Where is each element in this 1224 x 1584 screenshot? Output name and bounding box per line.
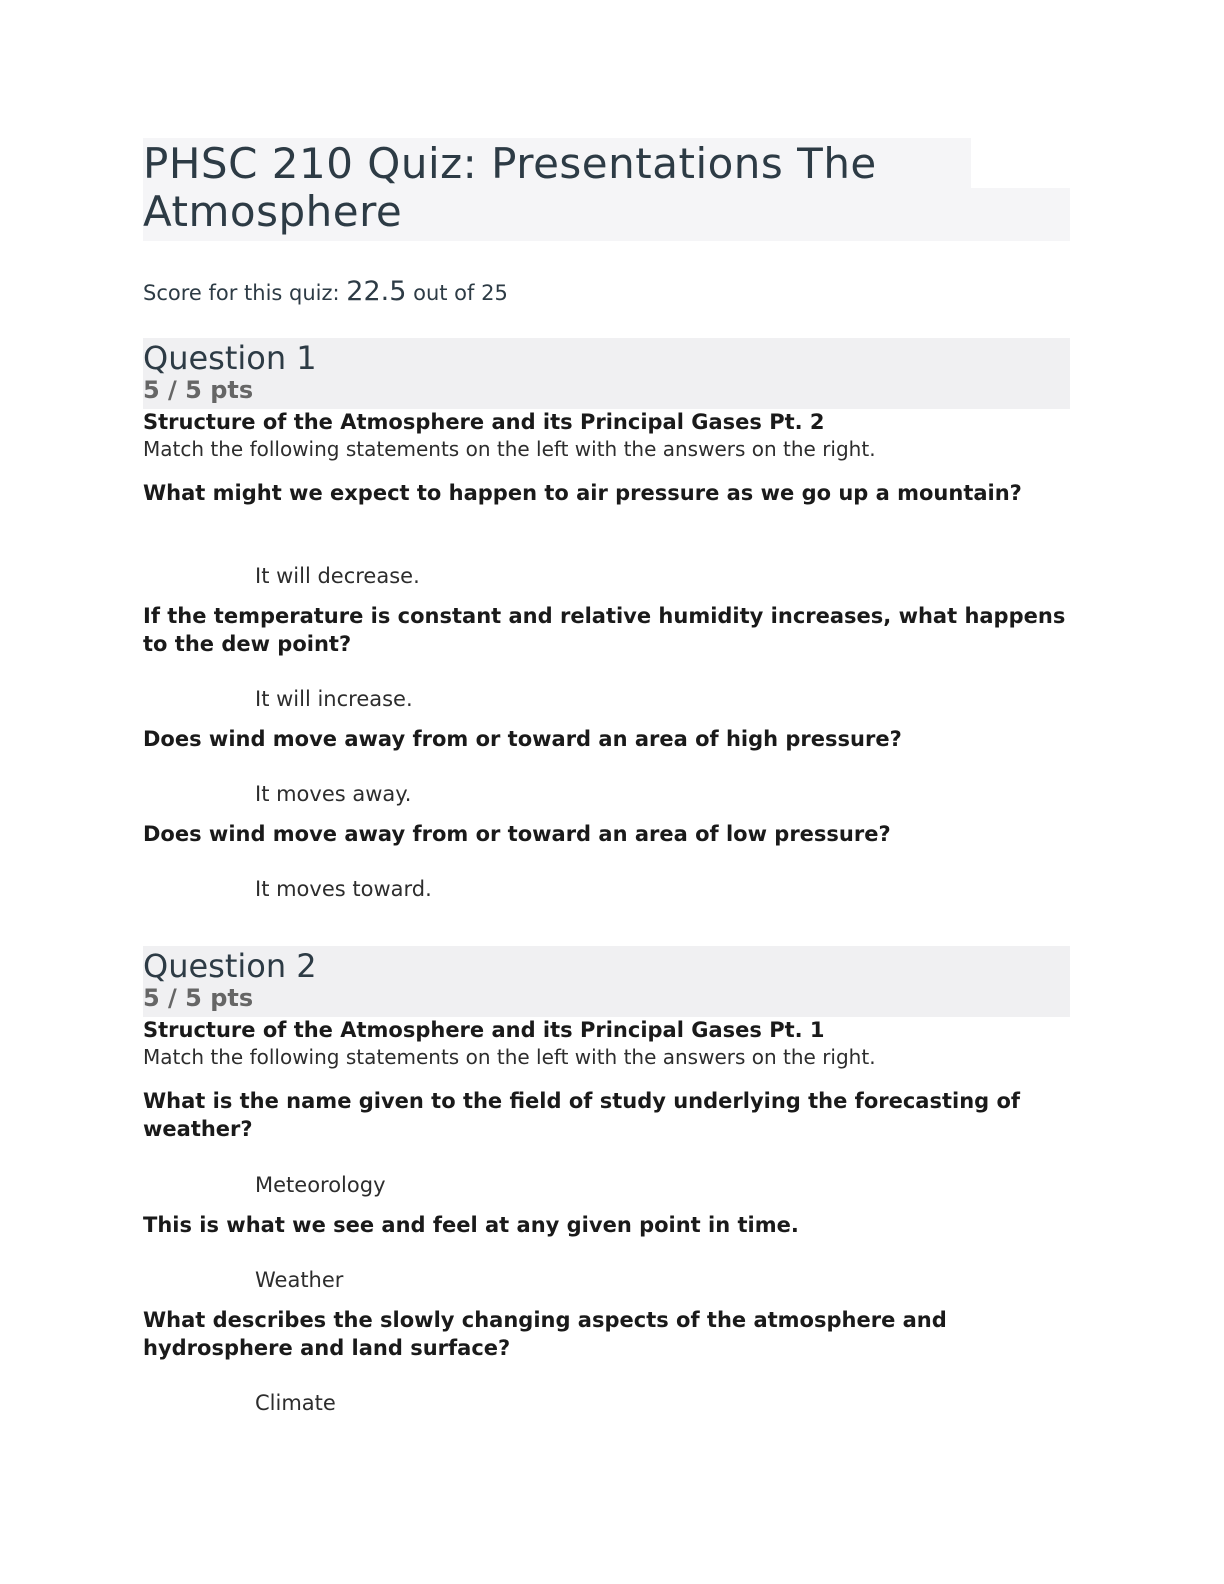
question-1-answer-1: It will decrease. (255, 564, 420, 588)
question-2-prompt-3: What describes the slowly changing aspects of the atmosphere and hydrosphere and land surface? (143, 1308, 947, 1360)
question-1-topic: Structure of the Atmosphere and its Principal Gases Pt. 2 (143, 410, 825, 434)
question-1-prompt-2: If the temperature is constant and relative humidity increases, what happens to the dew point? (143, 604, 1066, 656)
question-1-points: 5 / 5 pts (143, 376, 254, 404)
question-1-answer-4: It moves toward. (255, 877, 432, 901)
question-2-prompt-2: This is what we see and feel at any given point in time. (143, 1213, 799, 1237)
score-total: out of 25 (413, 281, 508, 305)
question-2-topic: Structure of the Atmosphere and its Principal Gases Pt. 1 (143, 1018, 825, 1042)
quiz-title-block (143, 138, 1070, 241)
question-2-points: 5 / 5 pts (143, 984, 254, 1012)
question-1-title: Question 1 (143, 339, 317, 377)
page-title: PHSC 210 Quiz: Presentations The Atmosphere (143, 139, 877, 236)
question-2-instruction: Match the following statements on the left with the answers on the right. (143, 1045, 876, 1069)
score-label: Score for this quiz: (143, 281, 340, 305)
question-2-prompt-1: What is the name given to the field of study underlying the forecasting of weather? (143, 1089, 1021, 1141)
question-2-header (143, 946, 1070, 1017)
question-2-title: Question 2 (143, 947, 317, 985)
question-1-header (143, 338, 1070, 409)
question-2-answer-1: Meteorology (255, 1173, 386, 1197)
quiz-score (143, 276, 508, 307)
question-2-answer-3: Climate (255, 1391, 336, 1415)
score-value: 22.5 (346, 276, 407, 307)
question-1-answer-3: It moves away. (255, 782, 412, 806)
question-1-prompt-4: Does wind move away from or toward an area of low pressure? (143, 822, 891, 846)
question-1-answer-2: It will increase. (255, 687, 413, 711)
question-1-prompt-1: What might we expect to happen to air pressure as we go up a mountain? (143, 481, 1022, 505)
question-1-instruction: Match the following statements on the left with the answers on the right. (143, 437, 876, 461)
question-1-prompt-3: Does wind move away from or toward an area of high pressure? (143, 727, 902, 751)
question-2-answer-2: Weather (255, 1268, 344, 1292)
